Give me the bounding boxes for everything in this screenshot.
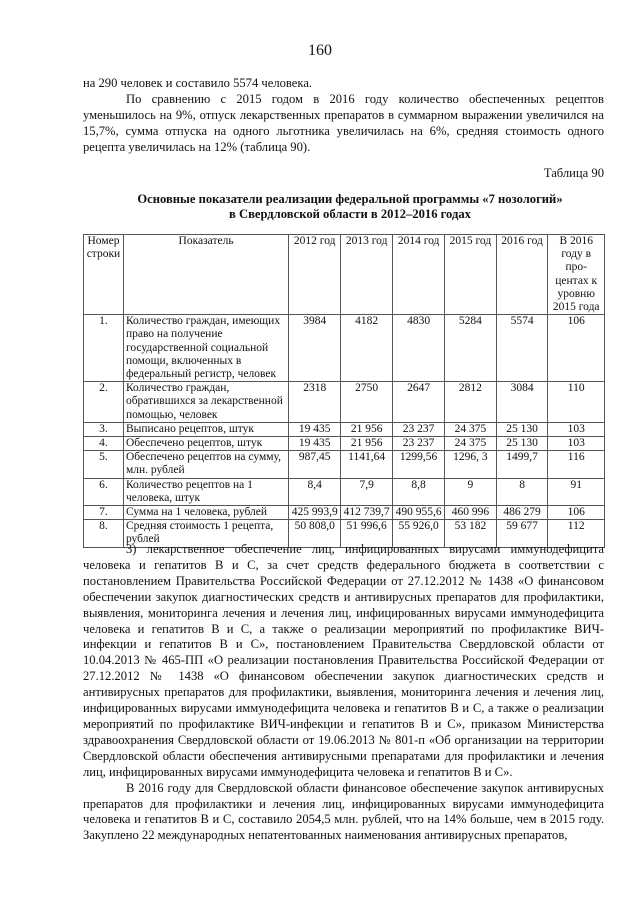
value-2015: 9 bbox=[445, 478, 497, 505]
value-2016: 25 130 bbox=[496, 422, 548, 436]
body-paragraph-2: В 2016 году для Свердловской области финансовое обеспечение закупок антивирусных препаратов для профилактики и лечения лиц, инфицированных вирусами иммунодефицита человека и гепатитов В и С, составило 2054,5 млн. рублей, что на 14% больше, чем в 2015 году. Закуплено 22 международных непатентованных наименования антивирусных препаратов, bbox=[83, 780, 604, 843]
row-indicator: Выписано рецептов, штук bbox=[123, 422, 288, 436]
value-2014: 1299,56 bbox=[393, 451, 445, 478]
value-percent: 112 bbox=[548, 520, 605, 547]
value-2016: 59 677 bbox=[496, 520, 548, 547]
row-number: 8. bbox=[84, 520, 124, 547]
table-label: Таблица 90 bbox=[543, 166, 604, 180]
value-2012: 3984 bbox=[289, 315, 341, 382]
header-2013: 2013 год bbox=[341, 235, 393, 315]
header-2012: 2012 год bbox=[289, 235, 341, 315]
value-2015: 24 375 bbox=[445, 437, 497, 451]
value-2014: 55 926,0 bbox=[393, 520, 445, 547]
body-paragraph-1: 3) лекарственное обеспечение лиц, инфицированных вирусами иммунодефицита человека и гепатитов В и С, за счет средств федерального бюджета в соответствии с постановлением Правительства Российской Федерации от 27.12.2012 № 1438 «О финансовом обеспечении закупок диагностических средств и антивирусных препаратов для профилактики, выявления, мониторинга лечения и лечения лиц, инфицированных вирусами иммунодефицита человека и гепатитов В и С, а также о реализации мероприятий по профилактике ВИЧ-инфекции и гепатитов В и С», постановлением Правительства Свердловской области от 10.04.2013 № 465-ПП «О реализации постановления Правительства Российской Федерации от 27.12.2012 № 1438 «О финансовом обеспечении закупок диагностических средств и антивирусных препаратов для профилактики, выявления, мониторинга лечения и лечения лиц, инфицированных вирусами иммунодефицита человека и гепатитов В и С, а также о реализации мероприятий по профилактике ВИЧ-инфекции и гепатитов В и С», приказом Министерства здравоохранения Свердловской области от 19.06.2013 № 801-п «Об организации на территории Свердловской области обеспечения антивирусными препаратами для профилактики и лечения лиц, инфицированных вирусами иммунодефицита человека и гепатитов В и С». bbox=[83, 542, 604, 779]
value-2012: 987,45 bbox=[289, 451, 341, 478]
row-number: 6. bbox=[84, 478, 124, 505]
row-number: 5. bbox=[84, 451, 124, 478]
page-number: 160 bbox=[308, 42, 332, 59]
row-number: 3. bbox=[84, 422, 124, 436]
indicators-table bbox=[83, 234, 605, 548]
table-row bbox=[84, 382, 605, 423]
row-indicator: Средняя стоимость 1 рецепта, рублей bbox=[123, 520, 288, 547]
intro-text bbox=[83, 76, 604, 156]
value-2013: 21 956 bbox=[341, 422, 393, 436]
value-2013: 2750 bbox=[341, 382, 393, 423]
value-2014: 4830 bbox=[393, 315, 445, 382]
value-2016: 25 130 bbox=[496, 437, 548, 451]
value-2013: 1141,64 bbox=[341, 451, 393, 478]
value-2015: 5284 bbox=[445, 315, 497, 382]
intro-continuation: на 290 человек и составило 5574 человека. bbox=[83, 76, 313, 90]
value-2013: 7,9 bbox=[341, 478, 393, 505]
header-row-number: Номер строки bbox=[84, 235, 124, 315]
value-2016: 1499,7 bbox=[496, 451, 548, 478]
value-percent: 91 bbox=[548, 478, 605, 505]
value-2014: 490 955,6 bbox=[393, 506, 445, 520]
table-row bbox=[84, 506, 605, 520]
value-2012: 50 808,0 bbox=[289, 520, 341, 547]
header-indicator: Показатель bbox=[123, 235, 288, 315]
value-2015: 1296, 3 bbox=[445, 451, 497, 478]
value-percent: 103 bbox=[548, 422, 605, 436]
row-number: 2. bbox=[84, 382, 124, 423]
header-2014: 2014 год bbox=[393, 235, 445, 315]
table-title-line-2: в Свердловской области в 2012–2016 годах bbox=[229, 207, 471, 221]
row-indicator: Количество граждан, имеющих право на получение государственной социальной помощи, включенных в федеральный регистр, человек bbox=[123, 315, 288, 382]
table-row bbox=[84, 478, 605, 505]
header-2016: 2016 год bbox=[496, 235, 548, 315]
table-row bbox=[84, 451, 605, 478]
row-indicator: Количество граждан, обратившихся за лекарственной помощью, человек bbox=[123, 382, 288, 423]
table-row bbox=[84, 422, 605, 436]
body-text bbox=[83, 542, 604, 844]
value-2014: 23 237 bbox=[393, 422, 445, 436]
value-2015: 24 375 bbox=[445, 422, 497, 436]
value-2012: 19 435 bbox=[289, 422, 341, 436]
row-number: 7. bbox=[84, 506, 124, 520]
value-2012: 19 435 bbox=[289, 437, 341, 451]
row-indicator: Количество рецептов на 1 человека, штук bbox=[123, 478, 288, 505]
value-percent: 106 bbox=[548, 506, 605, 520]
value-2014: 8,8 bbox=[393, 478, 445, 505]
value-percent: 106 bbox=[548, 315, 605, 382]
table-header-row bbox=[84, 235, 605, 315]
value-2015: 2812 bbox=[445, 382, 497, 423]
table-title bbox=[80, 192, 620, 222]
value-2012: 8,4 bbox=[289, 478, 341, 505]
value-percent: 110 bbox=[548, 382, 605, 423]
header-percent: В 2016 году в про-центах к уровню 2015 года bbox=[548, 235, 605, 315]
value-2013: 21 956 bbox=[341, 437, 393, 451]
table-row bbox=[84, 315, 605, 382]
row-indicator: Сумма на 1 человека, рублей bbox=[123, 506, 288, 520]
value-percent: 103 bbox=[548, 437, 605, 451]
value-percent: 116 bbox=[548, 451, 605, 478]
value-2014: 23 237 bbox=[393, 437, 445, 451]
value-2015: 53 182 bbox=[445, 520, 497, 547]
row-number: 4. bbox=[84, 437, 124, 451]
value-2012: 425 993,9 bbox=[289, 506, 341, 520]
row-indicator: Обеспечено рецептов на сумму, млн. рублей bbox=[123, 451, 288, 478]
row-indicator: Обеспечено рецептов, штук bbox=[123, 437, 288, 451]
value-2014: 2647 bbox=[393, 382, 445, 423]
value-2016: 5574 bbox=[496, 315, 548, 382]
value-2013: 51 996,6 bbox=[341, 520, 393, 547]
table-row bbox=[84, 437, 605, 451]
value-2013: 412 739,7 bbox=[341, 506, 393, 520]
value-2016: 3084 bbox=[496, 382, 548, 423]
intro-paragraph: По сравнению с 2015 годом в 2016 году количество обеспеченных рецептов уменьшилось на 9%, отпуск лекарственных препаратов в суммарном выражении увеличился на 15,7%, сумма отпуска на одного льготника увеличилась на 6%, средняя стоимость одного рецепта увеличилась на 12% (таблица 90). bbox=[83, 91, 604, 154]
value-2016: 8 bbox=[496, 478, 548, 505]
value-2015: 460 996 bbox=[445, 506, 497, 520]
value-2016: 486 279 bbox=[496, 506, 548, 520]
value-2013: 4182 bbox=[341, 315, 393, 382]
header-2015: 2015 год bbox=[445, 235, 497, 315]
row-number: 1. bbox=[84, 315, 124, 382]
value-2012: 2318 bbox=[289, 382, 341, 423]
table-title-line-1: Основные показатели реализации федеральной программы «7 нозологий» bbox=[137, 192, 563, 206]
